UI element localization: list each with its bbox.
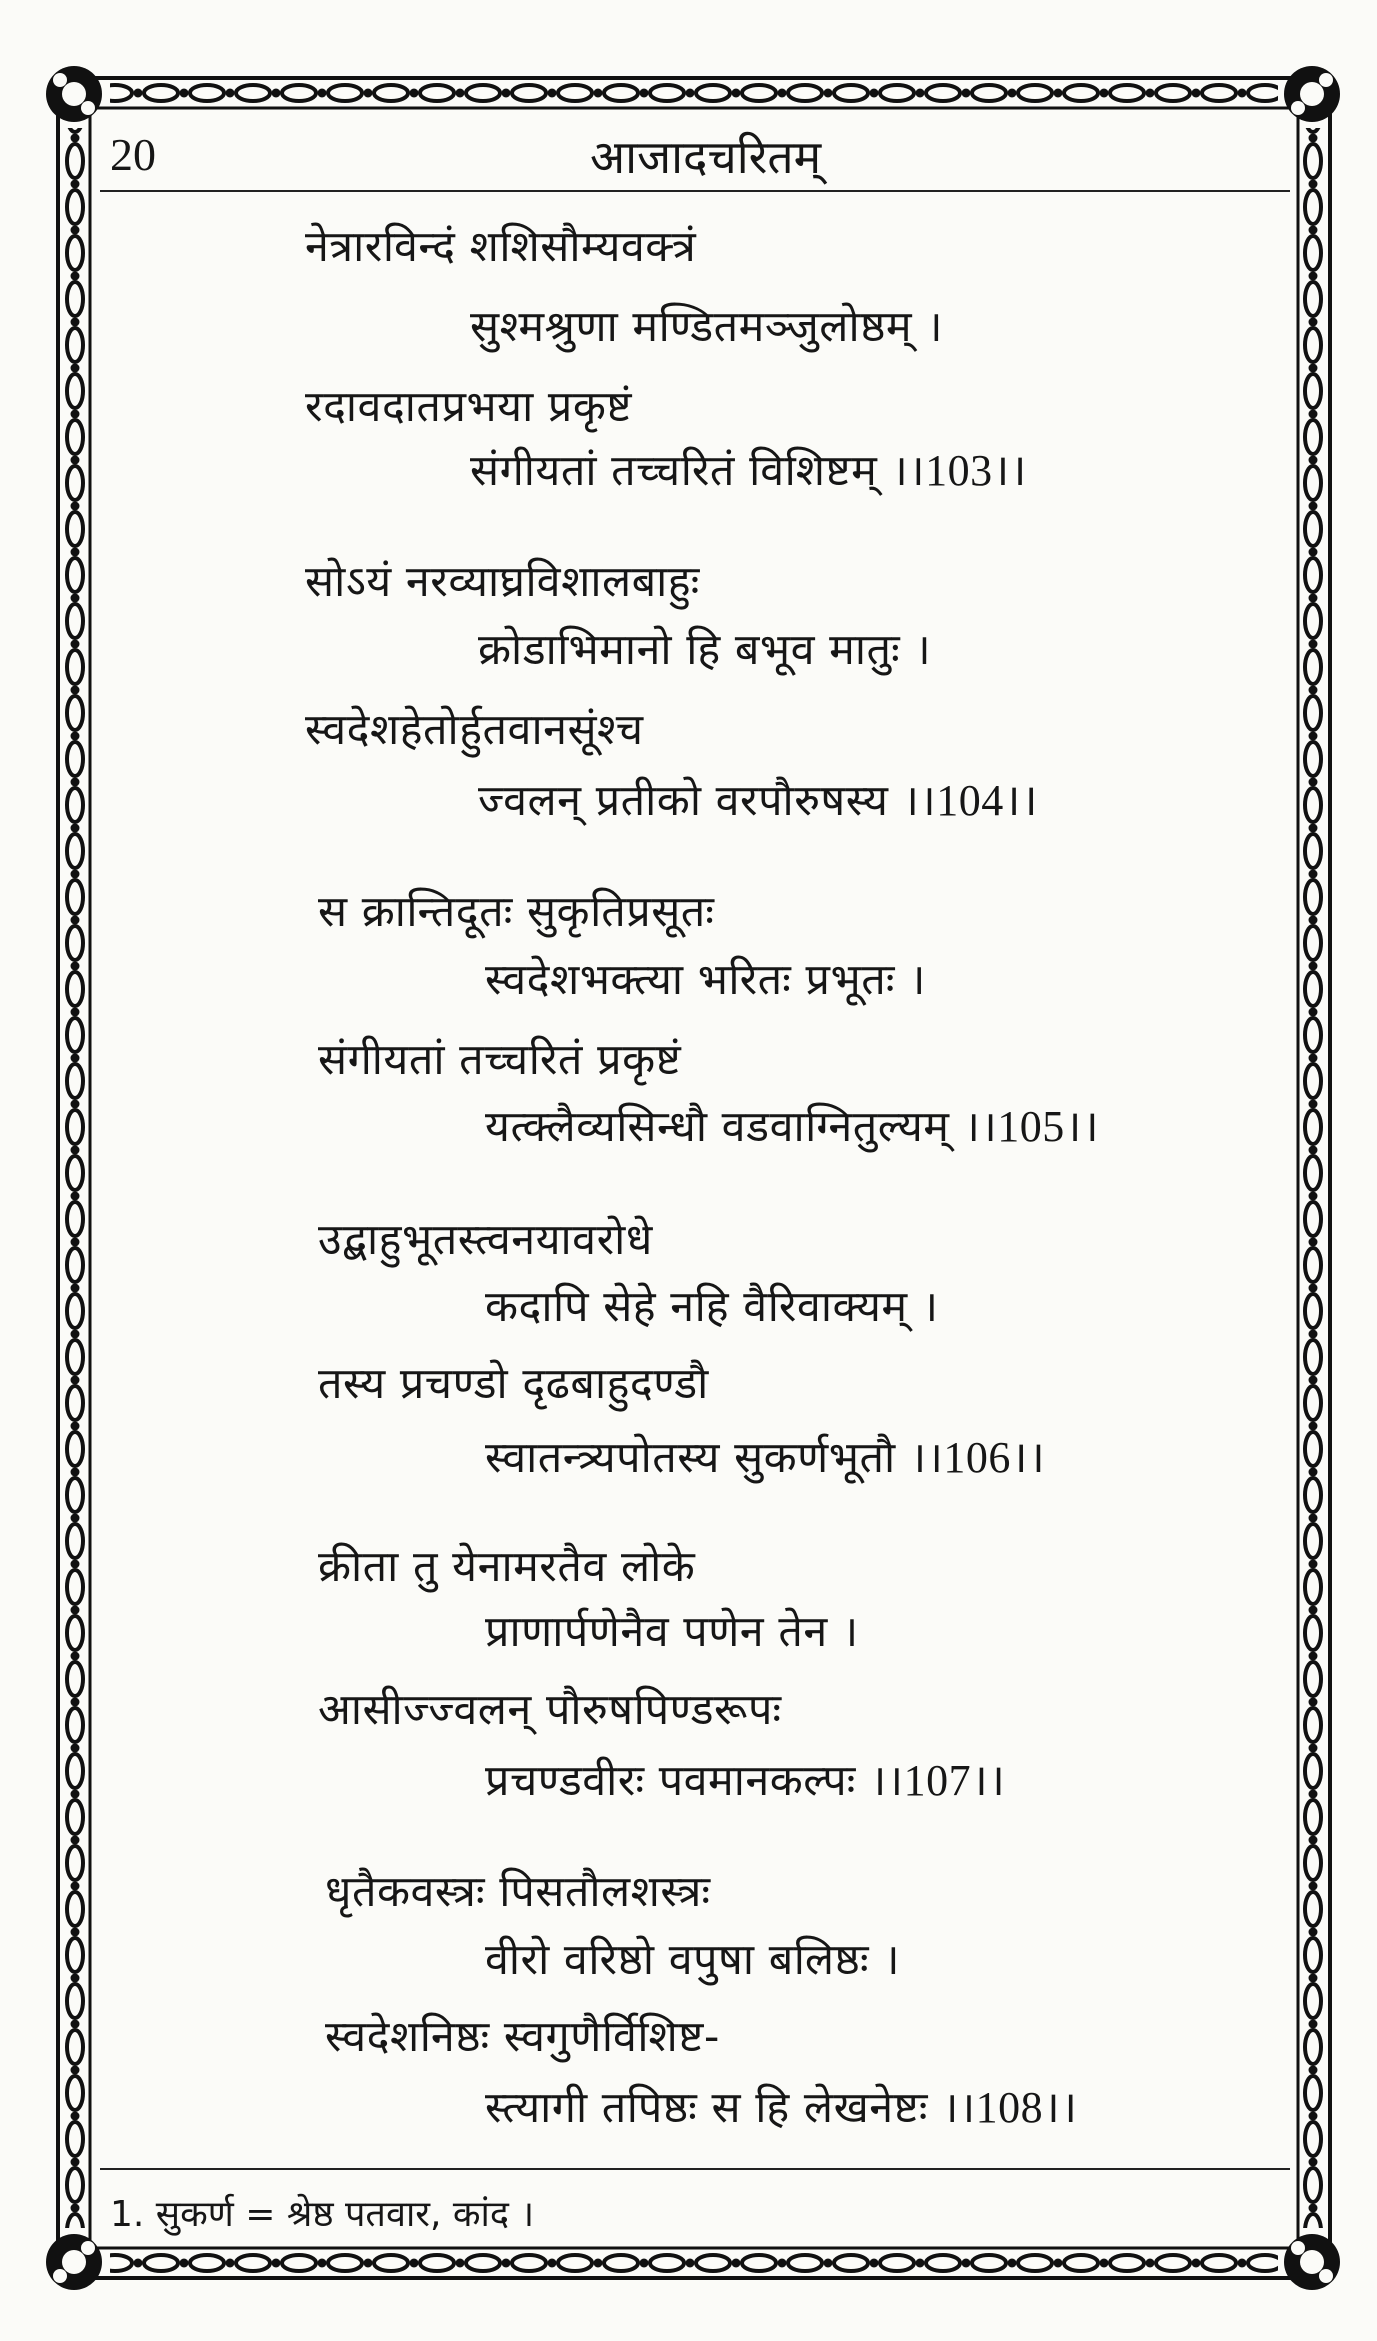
verse-line: रदावदातप्रभया प्रकृष्टं: [305, 382, 632, 432]
verse-number: 105।।: [997, 1102, 1100, 1151]
verse-line: स क्रान्तिदूतः सुकृतिप्रसूतः: [318, 887, 715, 937]
verse-line: ज्वलन् प्रतीको वरपौरुषस्य ।।104।।: [478, 776, 1039, 826]
verse-line: सुश्मश्रुणा मण्डितमञ्जुलोष्ठम् ।: [470, 302, 944, 352]
verse-line: उद्बाहुभूतस्त्वनयावरोधे: [318, 1215, 653, 1265]
verse-line: प्राणार्पणेनैव पणेन तेन ।: [485, 1607, 859, 1657]
verse-number: 108।।: [975, 2083, 1078, 2132]
verse-line: क्रीता तु येनामरतैव लोके: [318, 1542, 696, 1592]
verse-number: 104।।: [936, 776, 1039, 825]
verse-number: 107।।: [903, 1756, 1006, 1805]
verse-line: तस्य प्रचण्डो दृढबाहुदण्डौ: [318, 1359, 709, 1409]
verse-line: क्रोडाभिमानो हि बभूव मातुः ।: [478, 625, 932, 675]
verse-line: सोऽयं नरव्याघ्रविशालबाहुः: [305, 557, 700, 607]
header-divider: [100, 190, 1290, 192]
verse-line: संगीयतां तच्चरितं प्रकृष्टं: [318, 1035, 682, 1085]
verse-line: कदापि सेहे नहि वैरिवाक्यम् ।: [485, 1282, 939, 1332]
footnote: 1. सुकर्ण = श्रेष्ठ पतवार, कांद ।: [110, 2194, 535, 2235]
verse-line: यत्क्लैव्यसिन्धौ वडवाग्नितुल्यम् ।।105।।: [485, 1102, 1100, 1152]
verse-number: 103।।: [925, 446, 1027, 495]
verse-number: 106।।: [943, 1433, 1046, 1482]
verse-line: नेत्रारविन्दं शशिसौम्यवक्त्रं: [305, 222, 697, 272]
footnote-divider: [100, 2168, 1290, 2170]
page-number: 20: [110, 129, 156, 180]
verse-line: प्रचण्डवीरः पवमानकल्पः ।।107।।: [485, 1756, 1006, 1806]
running-title: आजादचरितम्: [590, 130, 822, 184]
verse-line: स्वदेशनिष्ठः स्वगुणैर्विशिष्ट-: [325, 2012, 720, 2062]
verse-line: स्वातन्त्र्यपोतस्य सुकर्णभूतौ ।।106।।: [485, 1433, 1046, 1483]
verse-line: संगीयतां तच्चरितं विशिष्टम् ।।103।।: [470, 446, 1027, 496]
verse-line: स्त्यागी तपिष्ठः स हि लेखनेष्टः ।।108।।: [485, 2083, 1078, 2133]
verse-line: स्वदेशभक्त्या भरितः प्रभूतः ।: [485, 955, 926, 1005]
verse-line: वीरो वरिष्ठो वपुषा बलिष्ठः ।: [485, 1935, 901, 1985]
verse-line: स्वदेशहेतोर्हुतवानसूंश्च: [305, 705, 644, 755]
verse-line: धृतैकवस्त्रः पिसतौलशस्त्रः: [325, 1867, 711, 1917]
verse-line: आसीज्ज्वलन् पौरुषपिण्डरूपः: [318, 1685, 782, 1735]
